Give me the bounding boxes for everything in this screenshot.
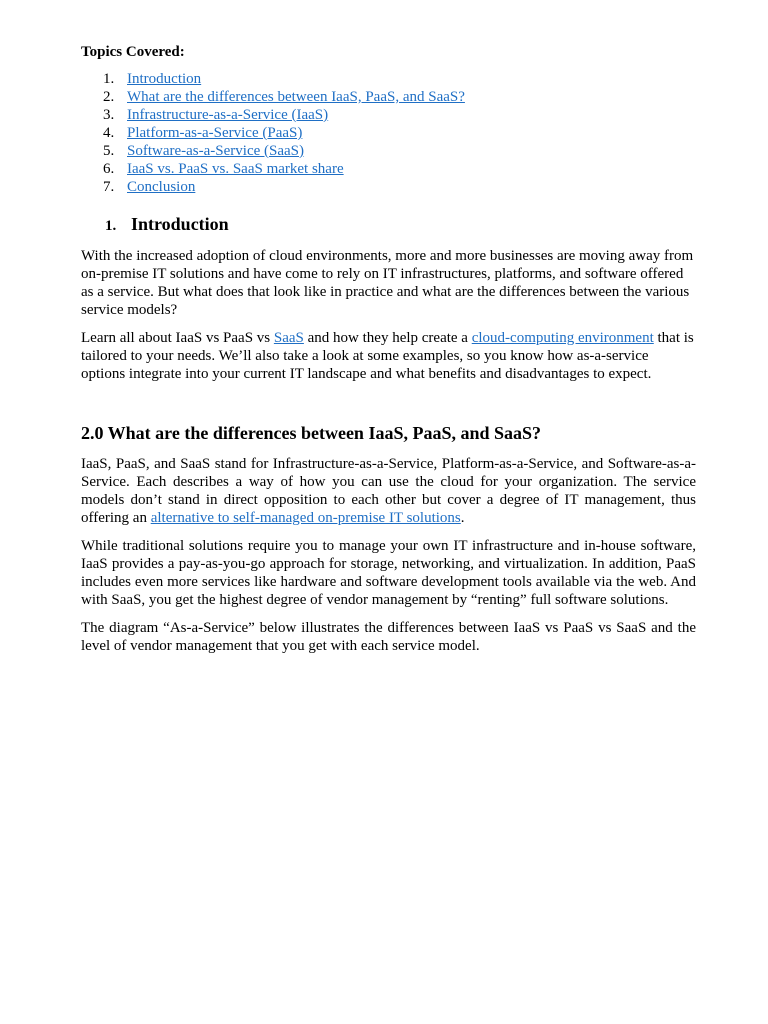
- toc-link-market-share[interactable]: IaaS vs. PaaS vs. SaaS market share: [127, 161, 344, 177]
- toc-link-introduction[interactable]: Introduction: [127, 71, 202, 87]
- toc-item: [81, 124, 696, 142]
- intro-paragraph-1: With the increased adoption of cloud environments, more and more businesses are moving away from on-premise IT solutions and have come to rely on IT infrastructures, platforms, and software offered as a service. But what does that look like in practice and what are the differences between the various service models?: [81, 248, 694, 318]
- cloud-computing-environment-link[interactable]: cloud-computing environment: [471, 330, 654, 346]
- toc-item: [81, 88, 696, 106]
- intro-heading: [81, 215, 696, 235]
- toc-link-conclusion[interactable]: Conclusion: [127, 179, 196, 195]
- table-of-contents: [81, 70, 696, 196]
- toc-item: [81, 70, 696, 88]
- toc-number: 7.: [103, 179, 115, 195]
- intro-heading-number: 1.: [105, 218, 117, 234]
- toc-item: [81, 106, 696, 124]
- toc-number: 1.: [103, 71, 115, 87]
- toc-item: [81, 178, 696, 196]
- alternative-on-premise-link[interactable]: alternative to self-managed on-premise IT solutions: [150, 510, 461, 526]
- toc-number: 5.: [103, 143, 115, 159]
- toc-link-differences[interactable]: What are the differences between IaaS, PaaS, and SaaS?: [127, 89, 465, 105]
- toc-link-saas[interactable]: Software-as-a-Service (SaaS): [127, 143, 305, 159]
- topics-heading: Topics Covered:: [81, 44, 185, 60]
- saas-link[interactable]: SaaS: [273, 330, 304, 346]
- intro-paragraph-2: Learn all about IaaS vs PaaS vs SaaS and how they help create a cloud-computing environment that is tailored to your needs. We’ll also take a look at some examples, so you know how as-a-service options integrate into your current IT landscape and what benefits and disadvantages to expect.: [81, 330, 694, 382]
- section-2-paragraph-2: While traditional solutions require you to manage your own IT infrastructure and in-house software, IaaS provides a pay-as-you-go approach for storage, networking, and virtualization. In addition, PaaS includes even more services like hardware and software development tools available via the web. And with SaaS, you get the highest degree of vendor management by “renting” full software solutions.: [81, 538, 696, 608]
- toc-number: 3.: [103, 107, 115, 123]
- section-2-paragraph-3: The diagram “As-a-Service” below illustrates the differences between IaaS vs PaaS vs SaaS and the level of vendor management that you get with each service model.: [81, 620, 696, 654]
- intro-heading-title: Introduction: [131, 214, 229, 234]
- toc-link-paas[interactable]: Platform-as-a-Service (PaaS): [127, 125, 303, 141]
- toc-number: 2.: [103, 89, 115, 105]
- section-2-heading: 2.0 What are the differences between IaaS, PaaS, and SaaS?: [81, 423, 542, 443]
- toc-number: 4.: [103, 125, 115, 141]
- toc-number: 6.: [103, 161, 115, 177]
- section-2-paragraph-1: IaaS, PaaS, and SaaS stand for Infrastructure-as-a-Service, Platform-as-a-Service, and Software-as-a-Service. Each describes a way of how you can use the cloud for your organization. The service models don’t stand in direct opposition to each other but cover a degree of IT management, thus offering an alternative to self-managed on-premise IT solutions.: [81, 456, 696, 526]
- toc-item: [81, 142, 696, 160]
- toc-link-iaas[interactable]: Infrastructure-as-a-Service (IaaS): [127, 107, 329, 123]
- toc-item: [81, 160, 696, 178]
